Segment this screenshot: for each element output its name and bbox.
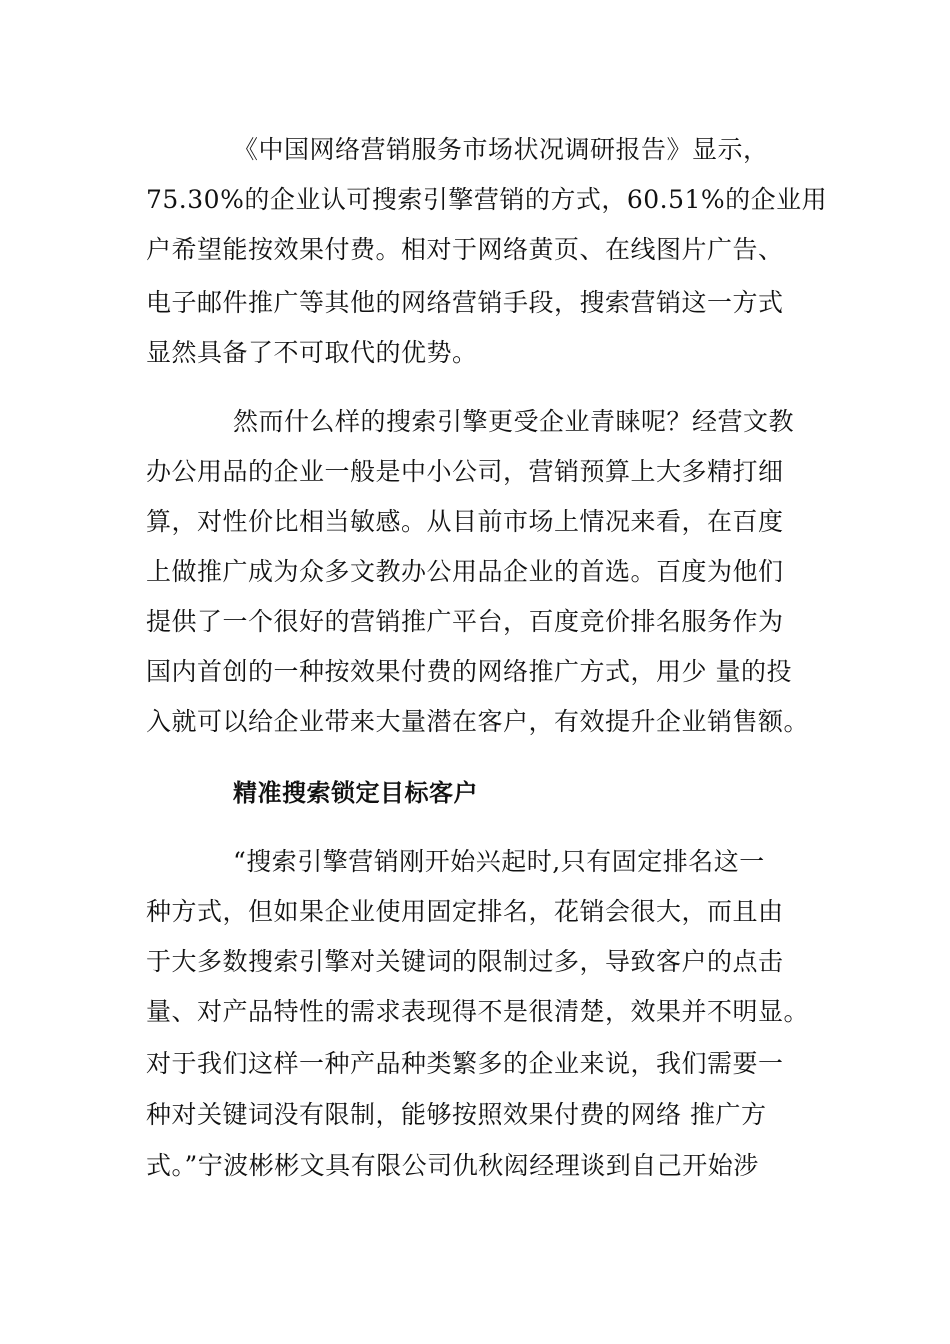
paragraph-1-line-1: 《中国网络营销服务市场状况调研报告》显示， xyxy=(233,135,769,164)
paragraph-3-line-4: 量、对产品特性的需求表现得不是很清楚，效果并不明显。 xyxy=(146,997,810,1026)
paragraph-1-line-4: 电子邮件推广等其他的网络营销手段，搜索营销这一方式 xyxy=(146,288,784,317)
paragraph-3-line-1: “搜索引擎营销刚开始兴起时,只有固定排名这一 xyxy=(233,847,765,876)
paragraph-1-line-3: 户希望能按效果付费。相对于网络黄页、在线图片广告、 xyxy=(146,235,784,264)
paragraph-3-line-7: 式。”宁波彬彬文具有限公司仇秋闳经理谈到自己开始涉 xyxy=(146,1151,759,1180)
paragraph-2-line-5: 提供了一个很好的营销推广平台，百度竞价排名服务作为 xyxy=(146,607,784,636)
paragraph-2-line-1: 然而什么样的搜索引擎更受企业青睐呢？经营文教 xyxy=(233,407,795,436)
paragraph-3-line-2: 种方式，但如果企业使用固定排名，花销会很大，而且由 xyxy=(146,897,784,926)
section-heading: 精准搜索锁定目标客户 xyxy=(233,779,478,807)
paragraph-3-line-3: 于大多数搜索引擎对关键词的限制过多，导致客户的点击 xyxy=(146,947,784,976)
paragraph-2-line-2: 办公用品的企业一般是中小公司，营销预算上大多精打细 xyxy=(146,457,784,486)
paragraph-3-line-5: 对于我们这样一种产品种类繁多的企业来说，我们需要一 xyxy=(146,1049,784,1078)
paragraph-2-line-3: 算，对性价比相当敏感。从目前市场上情况来看，在百度 xyxy=(146,507,784,536)
paragraph-2-line-4: 上做推广成为众多文教办公用品企业的首选。百度为他们 xyxy=(146,557,784,586)
paragraph-2-line-7: 入就可以给企业带来大量潜在客户，有效提升企业销售额。 xyxy=(146,707,810,736)
paragraph-1-line-2: 75.30%的企业认可搜索引擎营销的方式，60.51%的企业用 xyxy=(146,185,828,214)
paragraph-3-line-6: 种对关键词没有限制，能够按照效果付费的网络 推广方 xyxy=(146,1100,767,1129)
paragraph-2-line-6: 国内首创的一种按效果付费的网络推广方式，用少 量的投 xyxy=(146,657,792,686)
paragraph-1-line-5: 显然具备了不可取代的优势。 xyxy=(146,338,478,367)
